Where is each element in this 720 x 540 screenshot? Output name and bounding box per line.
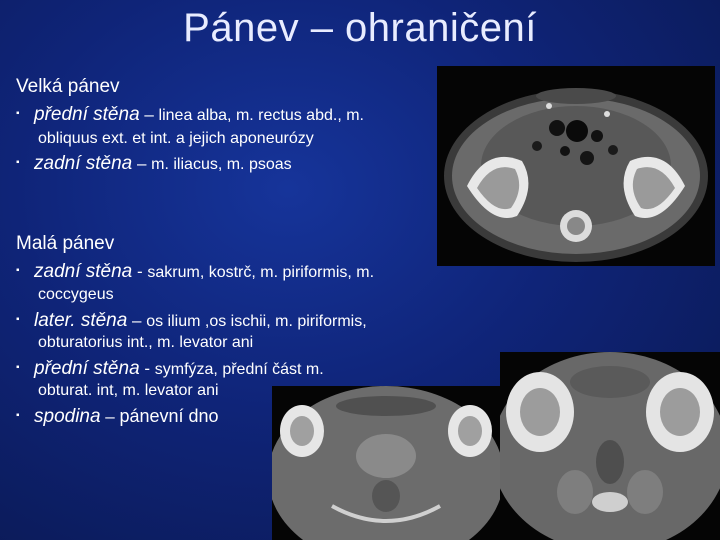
- bullet-icon: ▪: [16, 314, 20, 326]
- separator: -: [132, 262, 148, 281]
- list-item: [16, 104, 364, 126]
- item-text-continuation: coccygeus: [38, 286, 114, 303]
- term: přední stěna: [34, 358, 140, 379]
- item-text: os ilium ,os ischii, m. piriformis,: [146, 313, 367, 330]
- slide-title: Pánev – ohraničení: [183, 6, 537, 50]
- item-text-continuation: obturatorius int., m. levator ani: [38, 334, 254, 351]
- item-text: symfýza, přední část m.: [154, 361, 324, 378]
- ct-scan-bottom-right-image: [500, 352, 720, 540]
- list-item: [16, 310, 367, 332]
- term: spodina: [34, 406, 101, 427]
- separator: –: [139, 105, 159, 124]
- item-text-continuation: obturat. int, m. levator ani: [38, 382, 219, 399]
- separator: –: [127, 311, 147, 330]
- section-heading-greater-pelvis: Velká pánev: [16, 76, 120, 97]
- term: later. stěna: [34, 310, 128, 331]
- section-heading-lesser-pelvis: Malá pánev: [16, 233, 115, 254]
- item-text: sakrum, kostrč, m. piriformis, m.: [147, 264, 375, 281]
- bullet-icon: ▪: [16, 410, 20, 422]
- ct-scan-bottom-left-image: [272, 386, 500, 540]
- item-text: linea alba, m. rectus abd., m.: [158, 107, 364, 124]
- item-text-continuation: obliquus ext. et int. a jejich aponeurózy: [38, 130, 314, 147]
- list-item: [16, 358, 324, 380]
- bullet-icon: ▪: [16, 108, 20, 120]
- list-item: [16, 153, 292, 175]
- list-item: [16, 261, 374, 283]
- separator: –: [132, 154, 152, 173]
- separator: –: [100, 407, 120, 426]
- term: přední stěna: [34, 104, 140, 125]
- separator: -: [139, 359, 155, 378]
- bullet-icon: ▪: [16, 362, 20, 374]
- bullet-icon: ▪: [16, 265, 20, 277]
- item-text: pánevní dno: [119, 406, 219, 426]
- ct-scan-top-image: [437, 66, 715, 266]
- item-text: m. iliacus, m. psoas: [151, 156, 292, 173]
- bullet-icon: ▪: [16, 157, 20, 169]
- list-item: [16, 406, 219, 428]
- term: zadní stěna: [34, 153, 133, 174]
- term: zadní stěna: [34, 261, 133, 282]
